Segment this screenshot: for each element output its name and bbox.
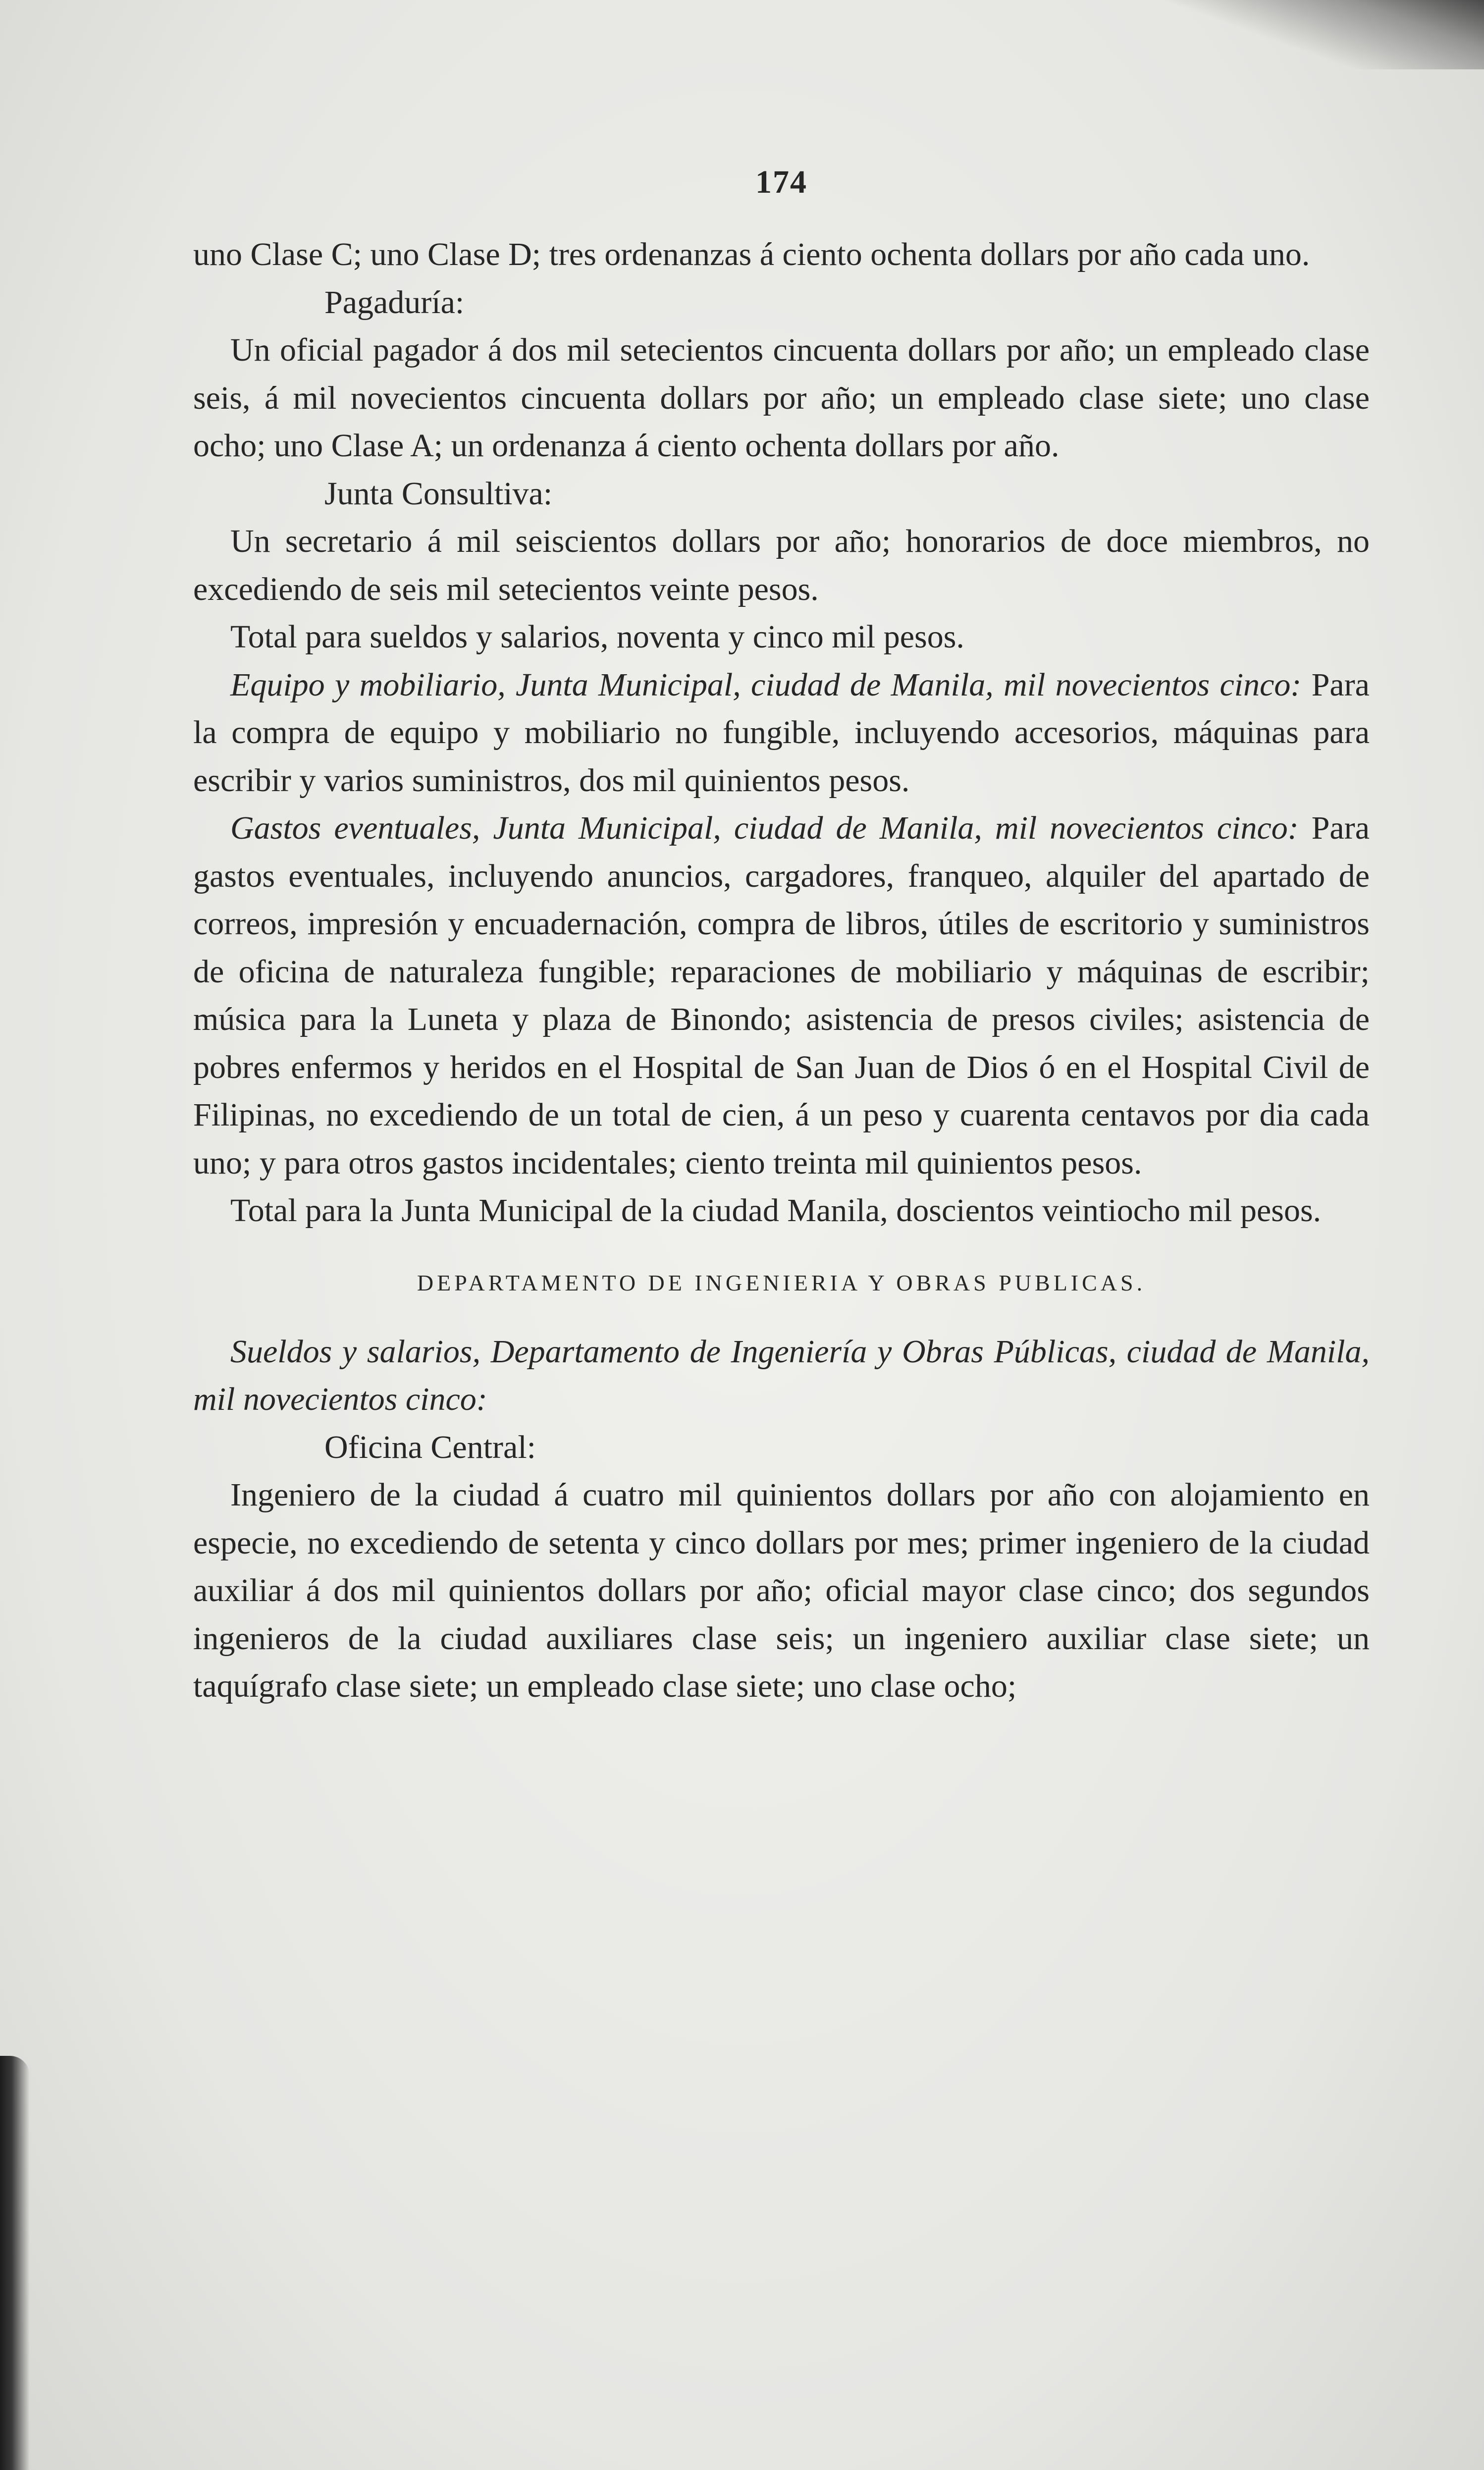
paragraph-5-italic: Equipo y mobiliario, Junta Municipal, ciudad de Manila, mil novecientos cinco: [230,666,1302,703]
section-title: DEPARTAMENTO DE INGENIERIA Y OBRAS PUBLICAS. [417,1270,1146,1295]
paragraph-8: Sueldos y salarios, Departamento de Ingeniería y Obras Públicas, ciudad de Manila, mil novecientos cinco: [193,1333,1370,1417]
heading-pagaduria: Pagaduría: [324,284,465,321]
paragraph-6 [193,805,1370,1187]
paragraph-3: Un secretario á mil seiscientos dollars por año; honorarios de doce miembros, no excediendo de seis mil setecientos veinte pesos. [193,523,1370,607]
page-number: 174 [755,164,807,200]
paragraph-6-italic: Gastos eventuales, Junta Municipal, ciudad de Manila, mil novecientos cinco: [230,810,1299,846]
document-body [193,163,1370,1711]
paragraph-1: uno Clase C; uno Clase D; tres ordenanzas á ciento ochenta dollars por año cada uno. [193,236,1310,272]
paragraph-5 [193,661,1370,805]
paragraph-6-text: Para gastos eventuales, incluyendo anuncios, cargadores, franqueo, alquiler del apartado de correos, impresión y encuadernación, compra de libros, útiles de escritorio y suministros de oficina de naturaleza fungible; reparaciones de mobiliario y máquinas de escribir; música para la Luneta y plaza de Binondo; asistencia de presos civiles; asistencia de pobres enfermos y heridos en el Hospital de San Juan de Dios ó en el Hospital Civil de Filipinas, no excediendo de un total de cien, á un peso y cuarenta centavos por dia cada uno; y para otros gastos incidentales; ciento treinta mil quinientos pesos. [193,810,1370,1181]
paragraph-5-text: Para la compra de equipo y mobiliario no fungible, incluyendo accesorios, máquinas para escribir y varios suministros, dos mil quinientos pesos. [193,666,1370,799]
paragraph-7: Total para la Junta Municipal de la ciudad Manila, doscientos veintiocho mil pesos. [230,1192,1322,1229]
scan-left-edge [0,2056,30,2470]
heading-junta-consultiva: Junta Consultiva: [324,475,553,512]
paragraph-4: Total para sueldos y salarios, noventa y cinco mil pesos. [230,619,964,655]
scan-corner-shadow [1137,0,1484,69]
heading-oficina-central: Oficina Central: [324,1429,536,1465]
paragraph-9: Ingeniero de la ciudad á cuatro mil quinientos dollars por año con alojamiento en especie, no excediendo de setenta y cinco dollars por mes; primer ingeniero de la ciudad auxiliar á dos mil quinientos dollars por año; oficial mayor clase cinco; dos segundos ingenieros de la ciudad auxiliares clase seis; un ingeniero auxiliar clase siete; un taquígrafo clase siete; un empleado clase siete; uno clase ocho; [193,1477,1370,1704]
paragraph-2: Un oficial pagador á dos mil setecientos cincuenta dollars por año; un empleado clase seis, á mil novecientos cincuenta dollars por año; un empleado clase siete; uno clase ocho; uno Clase A; un ordenanza á ciento ochenta dollars por año. [193,332,1370,464]
